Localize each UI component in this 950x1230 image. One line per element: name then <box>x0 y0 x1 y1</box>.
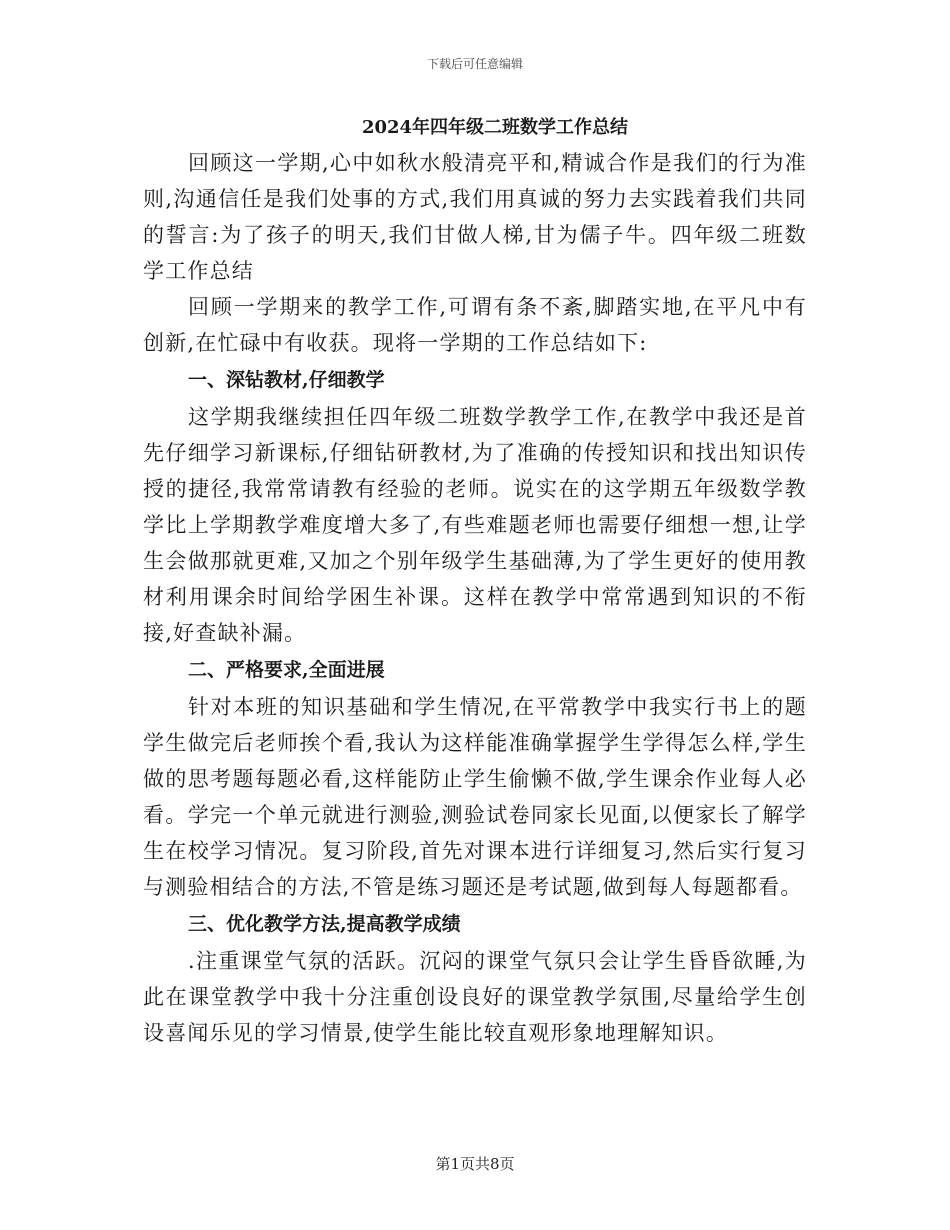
section-paragraph: 针对本班的知识基础和学生情况,在平常教学中我实行书上的题学生做完后老师挨个看,我认为这样能准确掌握学生学得怎么样,学生做的思考题每题必看,这样能防止学生偷懒不做,学生课余作业每人必看。学完一个单元就进行测验,测验试卷同家长见面,以便家长了解学生在校学习情况。复习阶段,首先对课本进行详细复习,然后实行复习与测验相结合的方法,不管是练习题还是考试题,做到每人每题都看。 <box>143 695 807 899</box>
document-body <box>143 114 807 1051</box>
section-paragraph: 这学期我继续担任四年级二班数学教学工作,在教学中我还是首先仔细学习新课标,仔细钻研教材,为了准确的传授知识和找出知识传授的捷径,我常常请教有经验的老师。说实在的这学期五年级数学教学比上学期教学难度增大多了,有些难题老师也需要仔细想一想,让学生会做那就更难,又加之个别年级学生基础薄,为了学生更好的使用教材利用课余时间给学困生补课。这样在教学中常常遇到知识的不衔接,好查缺补漏。 <box>143 405 807 645</box>
document-title: 2024年四年级二班数学工作总结 <box>361 117 629 138</box>
page-number: 第1页共8页 <box>435 1155 515 1173</box>
intro-paragraph: 回顾这一学期,心中如秋水般清亮平和,精诚合作是我们的行为准则,沟通信任是我们处事的方式,我们用真诚的努力去实践着我们共同的誓言:为了孩子的明天,我们甘做人梯,甘为儒子牛。四年级二班数学工作总结 <box>143 151 807 283</box>
section-paragraph: .注重课堂气氛的活跃。沉闷的课堂气氛只会让学生昏昏欲睡,为此在课堂教学中我十分注重创设良好的课堂教学氛围,尽量给学生创设喜闻乐见的学习情景,使学生能比较直观形象地理解知识。 <box>143 949 807 1045</box>
intro-paragraph: 回顾一学期来的教学工作,可谓有条不紊,脚踏实地,在平凡中有创新,在忙碌中有收获。现将一学期的工作总结如下: <box>143 295 807 355</box>
page-header-note: 下载后可任意编辑 <box>426 57 523 71</box>
section-heading: 二、严格要求,全面进展 <box>188 659 385 681</box>
section-heading: 三、优化教学方法,提高教学成绩 <box>188 913 461 935</box>
section-heading: 一、深钻教材,仔细教学 <box>188 369 385 391</box>
